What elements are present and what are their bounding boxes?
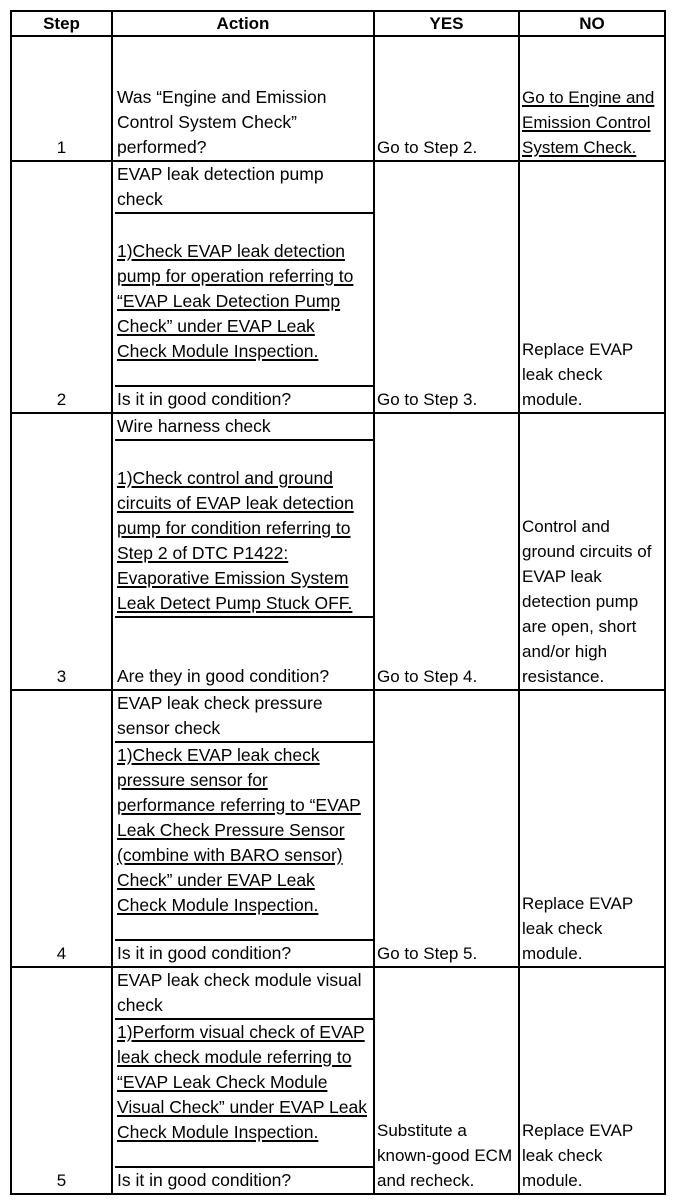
yes-result: Substitute a known-good ECM and recheck. (374, 967, 519, 1194)
action-question: Is it in good condition? (117, 389, 292, 409)
action-cell (112, 690, 374, 967)
action-cell (112, 413, 374, 690)
header-row (11, 11, 665, 36)
no-result: Replace EVAP leak check module. (519, 690, 665, 967)
no-link-text[interactable]: Go to Engine and Emission Control System Check. (522, 88, 655, 157)
table-row (11, 413, 665, 690)
table-row (11, 690, 665, 967)
action-title: EVAP leak check module visual check (117, 970, 362, 1015)
action-instruction-text: 1)Check EVAP leak check pressure sensor for performance referring to “EVAP Leak Check Pressure Sensor (combine with BARO sensor) Check” under EVAP Leak Check Module Inspection. (117, 745, 361, 915)
action-instruction-text: 1)Check EVAP leak detection pump for operation referring to “EVAP Leak Detection Pump Check” under EVAP Leak Check Module Inspection. (117, 241, 354, 361)
header-no: NO (519, 11, 665, 36)
action-instruction (115, 743, 371, 939)
action-instruction (115, 441, 371, 616)
step-number: 4 (11, 690, 112, 967)
action-title: Wire harness check (117, 416, 271, 436)
yes-result: Go to Step 3. (374, 161, 519, 413)
action-question: Was “Engine and Emission Control System Check” performed? (117, 87, 327, 157)
table-row (11, 36, 665, 161)
yes-result: Go to Step 5. (374, 690, 519, 967)
action-question: Is it in good condition? (117, 943, 292, 963)
no-result: Control and ground circuits of EVAP leak detection pump are open, short and/or high resistance. (519, 413, 665, 690)
action-question: Is it in good condition? (117, 1170, 292, 1190)
header-step: Step (11, 11, 112, 36)
step-number: 3 (11, 413, 112, 690)
action-instruction (115, 214, 371, 385)
header-yes: YES (374, 11, 519, 36)
action-instruction (115, 1020, 371, 1166)
diagnostic-table (10, 10, 666, 1195)
table-row (11, 967, 665, 1194)
no-result: Replace EVAP leak check module. (519, 967, 665, 1194)
action-cell (112, 967, 374, 1194)
table-row (11, 161, 665, 413)
action-instruction-text: 1)Perform visual check of EVAP leak check module referring to “EVAP Leak Check Module Visual Check” under EVAP Leak Check Module Inspection. (117, 1022, 368, 1142)
no-result: Replace EVAP leak check module. (519, 161, 665, 413)
action-cell (112, 36, 374, 161)
step-number: 1 (11, 36, 112, 161)
action-instruction-text: 1)Check control and ground circuits of EVAP leak detection pump for condition referring to Step 2 of DTC P1422: Evaporative Emission System Leak Detect Pump Stuck OFF. (117, 468, 354, 613)
yes-result: Go to Step 2. (374, 36, 519, 161)
yes-result: Go to Step 4. (374, 413, 519, 690)
action-question: Are they in good condition? (117, 666, 330, 686)
action-title: EVAP leak check pressure sensor check (117, 693, 323, 738)
action-cell (112, 161, 374, 413)
header-action: Action (112, 11, 374, 36)
step-number: 2 (11, 161, 112, 413)
no-link[interactable] (519, 36, 665, 161)
action-title: EVAP leak detection pump check (117, 164, 324, 209)
step-number: 5 (11, 967, 112, 1194)
